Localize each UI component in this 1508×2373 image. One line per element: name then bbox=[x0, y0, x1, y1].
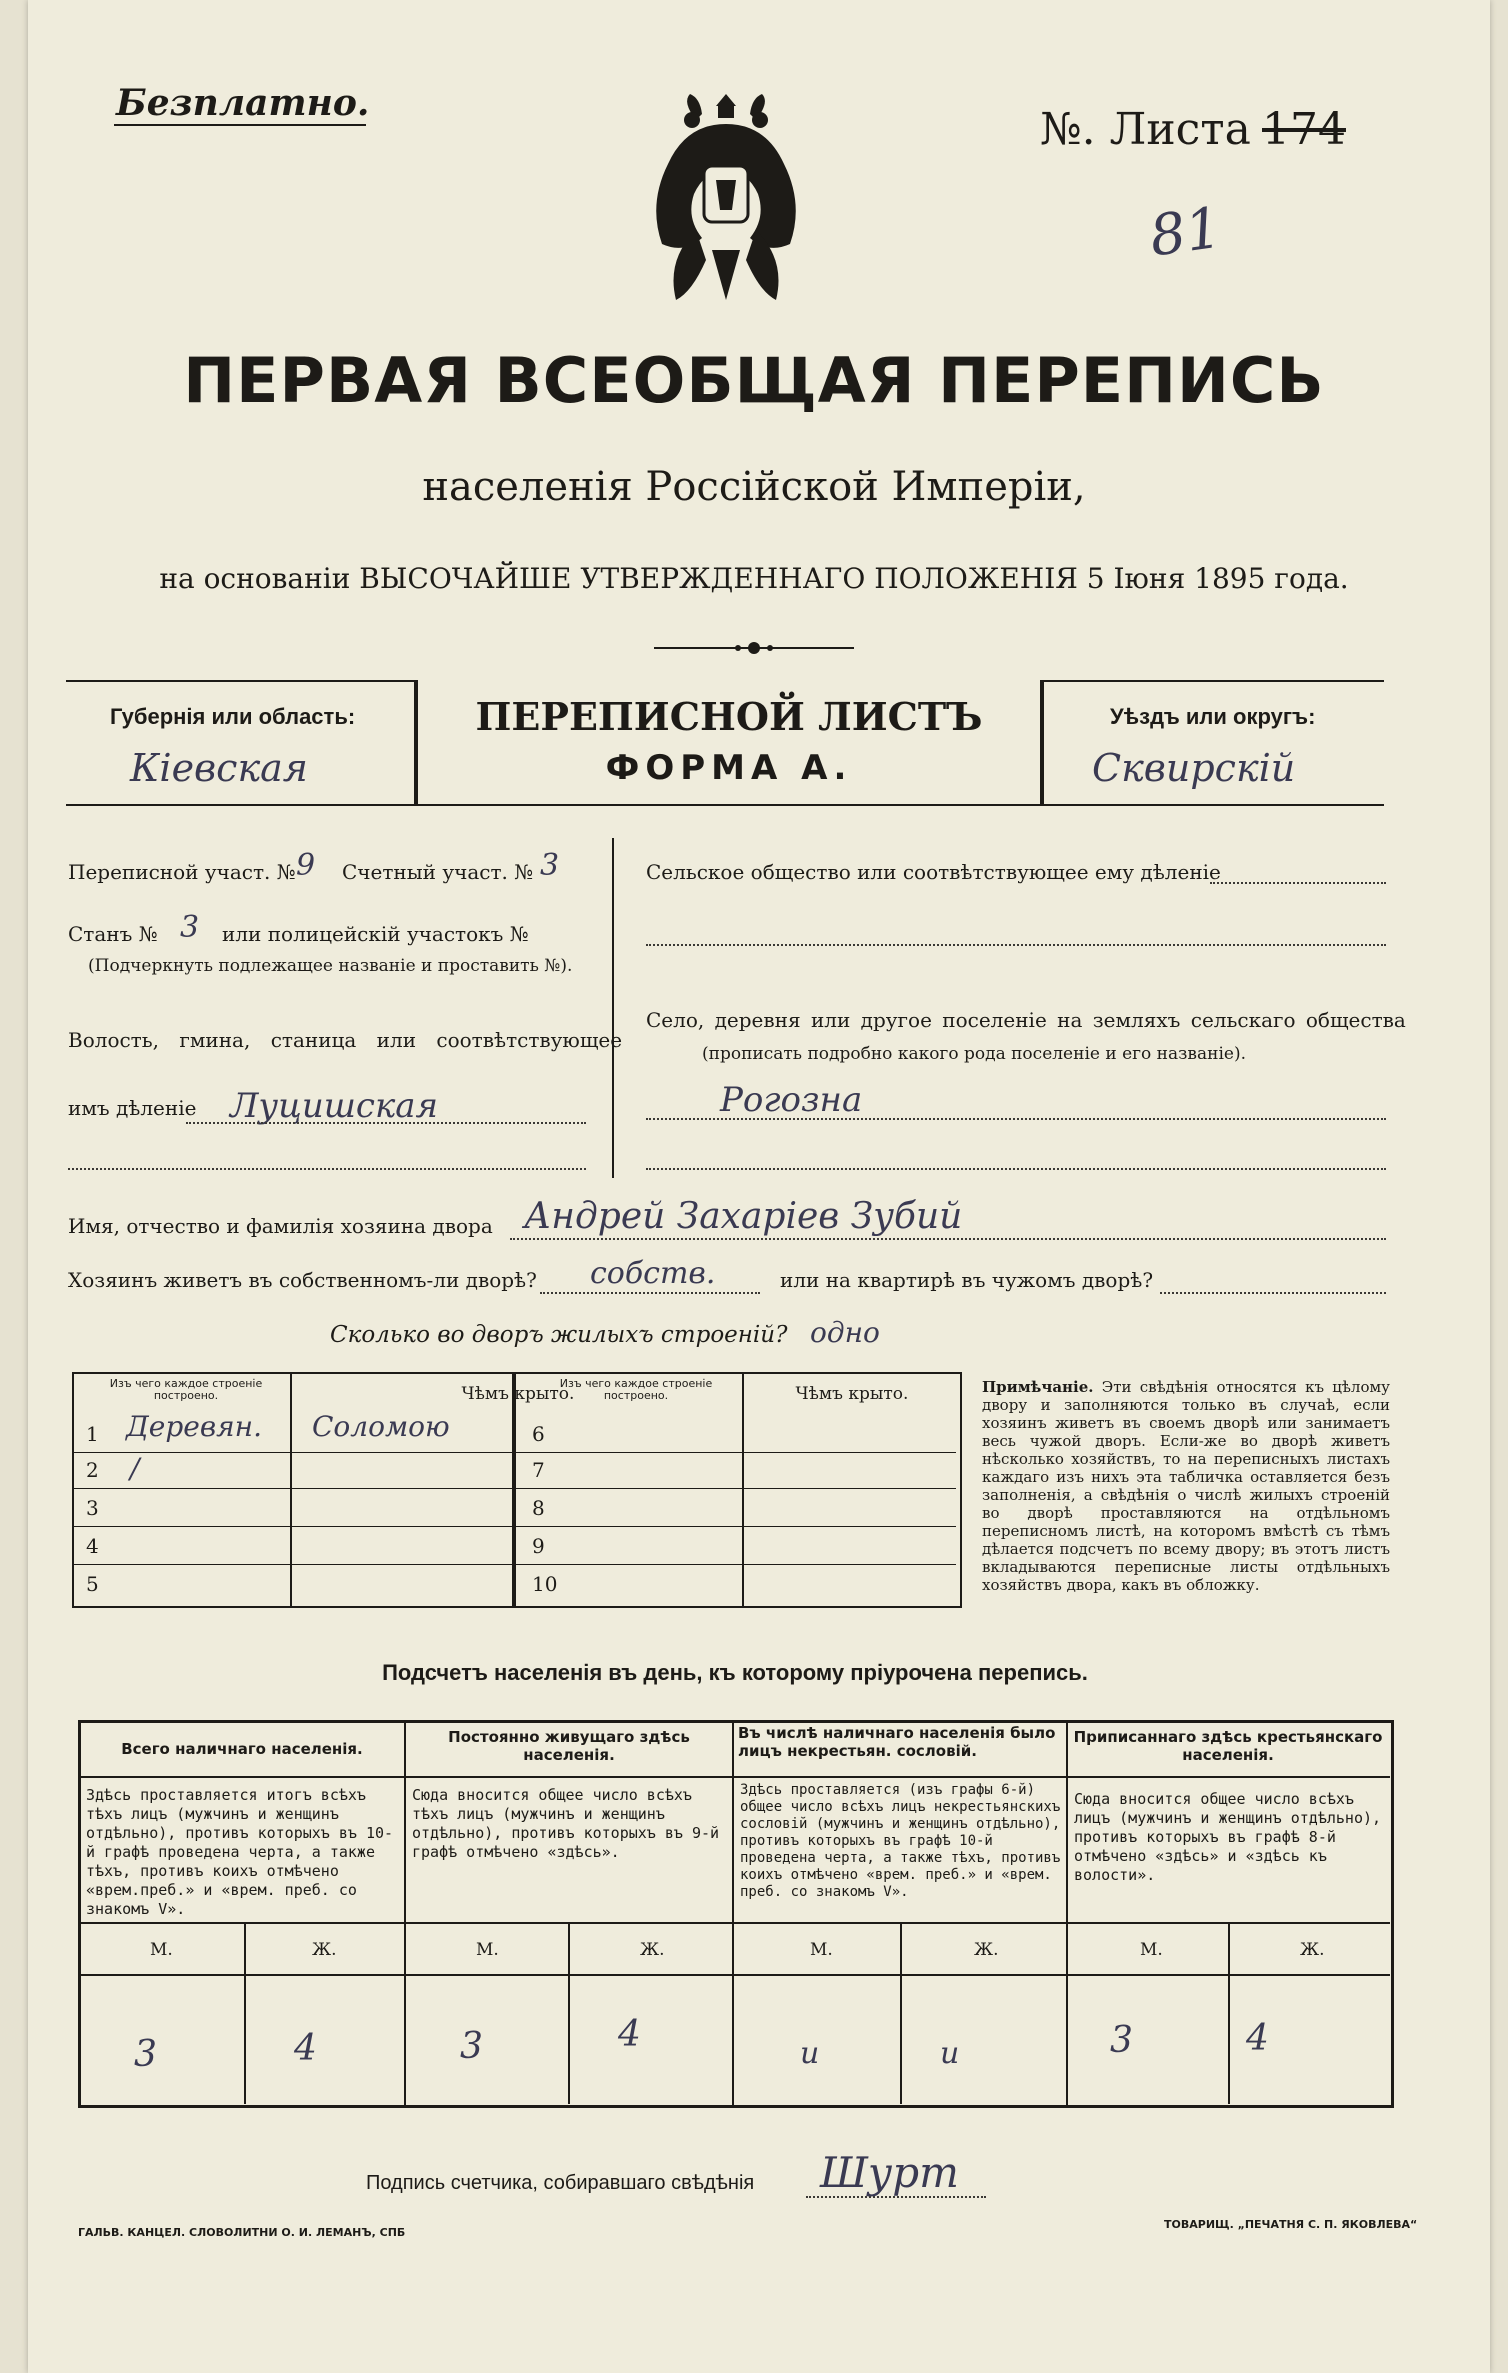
district-value: Сквирскій bbox=[1092, 746, 1296, 790]
buildings-value: одно bbox=[810, 1316, 880, 1349]
sheet-number-handwritten: 81 bbox=[1145, 195, 1226, 270]
table-row-line bbox=[74, 1452, 956, 1453]
province-value: Кіевская bbox=[130, 746, 308, 790]
own-yard-value: собств. bbox=[590, 1256, 716, 1291]
row-number: 3 bbox=[86, 1496, 99, 1520]
volost-line bbox=[186, 1122, 586, 1124]
own-yard-label: Хозяинъ живетъ въ собственномъ-ли дворѣ? bbox=[68, 1268, 537, 1292]
pop-mf-divider bbox=[1228, 1922, 1230, 2104]
form-subtitle: ФОРМА А. bbox=[605, 748, 853, 788]
buildings-table bbox=[72, 1372, 962, 1608]
camp-note: (Подчеркнуть подлежащее названіе и проставить №). bbox=[88, 956, 573, 976]
row-number: 4 bbox=[86, 1534, 99, 1558]
note bbox=[982, 1378, 1390, 1594]
pop-header: Въ числѣ наличнаго населенія было лицъ некрестьян. сословій. bbox=[738, 1724, 1056, 1760]
main-title: ПЕРВАЯ ВСЕОБЩАЯ ПЕРЕПИСЬ bbox=[183, 344, 1325, 417]
col-roof-right: Чѣмъ крыто. bbox=[795, 1384, 909, 1404]
pop-desc: Здѣсь проставляется (изъ графы 6-й) общее число всѣхъ лицъ некрестьянскихъ сословій (мужчинъ и женщинъ отдѣльно), противъ которыхъ въ графѣ 10-й проведена черта, а также тѣхъ, противъ коихъ отмѣчено «врем. преб.» и «врем. преб. со знакомъ V». bbox=[740, 1782, 1061, 1900]
rent-line bbox=[1160, 1292, 1386, 1294]
form-header-bottom bbox=[66, 804, 1384, 806]
pop-desc-line bbox=[80, 1922, 1390, 1924]
camp-value: 3 bbox=[180, 910, 200, 945]
society-line-2 bbox=[646, 944, 1386, 946]
pop-m-value: 3 bbox=[460, 2026, 483, 2067]
district-label: Уѣздъ или округъ: bbox=[1110, 704, 1316, 729]
province-label: Губернія или область: bbox=[110, 704, 356, 729]
ornament-divider bbox=[654, 640, 854, 656]
double-headed-eagle-emblem-icon bbox=[626, 80, 826, 320]
pop-m-value: 3 bbox=[1110, 2020, 1133, 2061]
pop-desc: Сюда вносится общее число всѣхъ тѣхъ лицъ (мужчинъ и женщинъ отдѣльно), противъ которыхъ въ 9-й графѣ отмѣчено «здѣсь». bbox=[412, 1786, 720, 1861]
m-label: М. bbox=[476, 1940, 499, 1960]
col-built-of-right: Изъ чего каждое строеніе построено. bbox=[559, 1377, 713, 1402]
row-roof: Соломою bbox=[312, 1410, 450, 1443]
pop-f-value: 4 bbox=[294, 2028, 317, 2069]
counting-plot-label: Счетный участ. № bbox=[342, 860, 534, 884]
village-line-1 bbox=[646, 1118, 1386, 1120]
volost-value: Луцишская bbox=[230, 1086, 439, 1126]
owner-name-value: Андрей Захаріев Зубий bbox=[524, 1196, 963, 1237]
row-built: / bbox=[130, 1452, 140, 1485]
pop-f-value: 4 bbox=[1246, 2018, 1269, 2059]
subtitle: населенія Россійской Имперіи, bbox=[422, 464, 1086, 510]
row-number: 7 bbox=[532, 1458, 545, 1482]
footer-right: ТОВАРИЩ. „ПЕЧАТНЯ С. П. ЯКОВЛЕВА“ bbox=[1164, 2218, 1418, 2231]
sheet-number-label: №. Листа bbox=[1040, 104, 1251, 155]
m-label: М. bbox=[150, 1940, 173, 1960]
village-line-2 bbox=[646, 1168, 1386, 1170]
buildings-col-divider-left bbox=[290, 1372, 292, 1606]
pop-header: Приписаннаго здѣсь крестьянскаго населенія. bbox=[1073, 1728, 1383, 1764]
society-label: Сельское общество или соотвѣтствующее ему дѣленіе bbox=[646, 860, 1221, 884]
free-underline bbox=[114, 124, 366, 126]
row-number: 9 bbox=[532, 1534, 545, 1558]
signature-value: Шурт bbox=[820, 2148, 960, 2197]
fields-divider bbox=[612, 838, 614, 1178]
col-built-of-left: Изъ чего каждое строеніе построено. bbox=[109, 1377, 263, 1402]
population-title: Подсчетъ населенія въ день, къ которому пріурочена перепись. bbox=[382, 1660, 1088, 1685]
m-label: М. bbox=[1140, 1940, 1163, 1960]
pop-header: Всего наличнаго населенія. bbox=[121, 1740, 363, 1758]
note-title: Примѣчаніе. bbox=[982, 1378, 1094, 1396]
buildings-col-divider-right bbox=[742, 1372, 744, 1606]
row-number: 1 bbox=[86, 1422, 99, 1446]
pop-desc: Здѣсь проставляется итогъ всѣхъ тѣхъ лицъ (мужчинъ и женщинъ отдѣльно), противъ которыхъ въ 10-й графѣ проведена черта, а также тѣхъ, противъ коихъ отмѣчено «врем.преб.» и «врем. преб. со знакомъ V». bbox=[86, 1786, 394, 1918]
counting-plot-value: 3 bbox=[540, 848, 560, 883]
f-label: Ж. bbox=[312, 1940, 337, 1960]
row-number: 5 bbox=[86, 1572, 99, 1596]
buildings-table-middle bbox=[512, 1372, 516, 1606]
society-line-1 bbox=[1210, 882, 1386, 884]
table-row-line bbox=[74, 1488, 956, 1489]
owner-name-label: Имя, отчество и фамилія хозяина двора bbox=[68, 1214, 493, 1238]
f-label: Ж. bbox=[1300, 1940, 1325, 1960]
f-label: Ж. bbox=[974, 1940, 999, 1960]
pop-mf-divider bbox=[900, 1922, 902, 2104]
row-number: 6 bbox=[532, 1422, 545, 1446]
camp-label: Станъ № bbox=[68, 922, 158, 946]
village-value: Рогозна bbox=[720, 1080, 863, 1120]
pop-f-value: 4 bbox=[618, 2014, 641, 2055]
rent-label: или на квартирѣ въ чужомъ дворѣ? bbox=[780, 1268, 1154, 1292]
pop-f-value: и bbox=[940, 2036, 960, 2071]
police-label: или полицейскій участокъ № bbox=[222, 922, 529, 946]
signature-line bbox=[806, 2196, 986, 2198]
volost-label-1: Волость, гмина, станица или соотвѣтствующее bbox=[68, 1028, 623, 1052]
form-title-left-border bbox=[416, 680, 418, 806]
table-row-line bbox=[74, 1526, 956, 1527]
volost-label-2: имъ дѣленіе bbox=[68, 1096, 197, 1120]
signature-label: Подпись счетчика, собиравшаго свѣдѣнія bbox=[366, 2172, 755, 2194]
owner-name-line bbox=[510, 1238, 1386, 1240]
census-plot-label: Переписной участ. № bbox=[68, 860, 296, 884]
row-built: Деревян. bbox=[126, 1410, 263, 1443]
table-row-line bbox=[74, 1564, 956, 1565]
row-number: 10 bbox=[532, 1572, 558, 1596]
m-label: М. bbox=[810, 1940, 833, 1960]
own-yard-line bbox=[540, 1292, 760, 1294]
form-title: ПЕРЕПИСНОЙ ЛИСТЪ bbox=[475, 694, 983, 739]
village-note: (прописать подробно какого рода поселеніе и его названіе). bbox=[702, 1044, 1246, 1064]
pop-mf-line bbox=[80, 1974, 1390, 1976]
pop-m-value: 3 bbox=[134, 2034, 157, 2075]
free-label: Безплатно. bbox=[116, 82, 370, 124]
sheet-number-struck: 174 bbox=[1262, 104, 1346, 155]
pop-header: Постоянно живущаго здѣсь населенія. bbox=[448, 1728, 690, 1764]
pop-mf-divider bbox=[244, 1922, 246, 2104]
pop-m-value: и bbox=[800, 2036, 820, 2071]
census-plot-value: 9 bbox=[296, 848, 316, 883]
row-number: 2 bbox=[86, 1458, 99, 1482]
buildings-label: Сколько во дворъ жилыхъ строеній? bbox=[330, 1322, 788, 1348]
pop-header-line bbox=[80, 1776, 1390, 1778]
volost-line-2 bbox=[68, 1168, 586, 1170]
col-roof-left: Чѣмъ крыто. bbox=[461, 1384, 575, 1404]
f-label: Ж. bbox=[640, 1940, 665, 1960]
pop-desc: Сюда вносится общее число всѣхъ лицъ (мужчинъ и женщинъ отдѣльно), противъ которыхъ въ графѣ 8-й отмѣчено «здѣсь» и «здѣсь къ волости». bbox=[1074, 1790, 1382, 1884]
village-label: Село, деревня или другое поселеніе на земляхъ сельскаго общества bbox=[646, 1008, 1406, 1032]
note-text: Эти свѣдѣнія относятся къ цѣлому двору и заполняются только въ случаѣ, если хозяинъ живетъ въ своемъ дворѣ или занимаетъ весь чужой дворъ. Если-же во дворѣ живетъ нѣсколько хозяйствъ, то на переписныхъ листахъ каждаго изъ нихъ эта табличка оставляется безъ заполненія, а свѣдѣнія о числѣ жилыхъ строеній во дворѣ проставляются на отдѣльномъ переписномъ листѣ, на которомъ вмѣстѣ съ тѣмъ дѣлается подсчетъ по всему двору; въ этотъ листъ вкладываются переписные листы отдѣльныхъ хозяйствъ двора, какъ въ обложку. bbox=[982, 1378, 1390, 1594]
row-number: 8 bbox=[532, 1496, 545, 1520]
footer-left: ГАЛЬВ. КАНЦЕЛ. СЛОВОЛИТНИ О. И. ЛЕМАНЪ, СПБ bbox=[78, 2226, 406, 2239]
basis-line: на основаніи ВЫСОЧАЙШЕ УТВЕРЖДЕННАГО ПОЛОЖЕНІЯ 5 Іюня 1895 года. bbox=[159, 562, 1349, 595]
pop-mf-divider bbox=[568, 1922, 570, 2104]
